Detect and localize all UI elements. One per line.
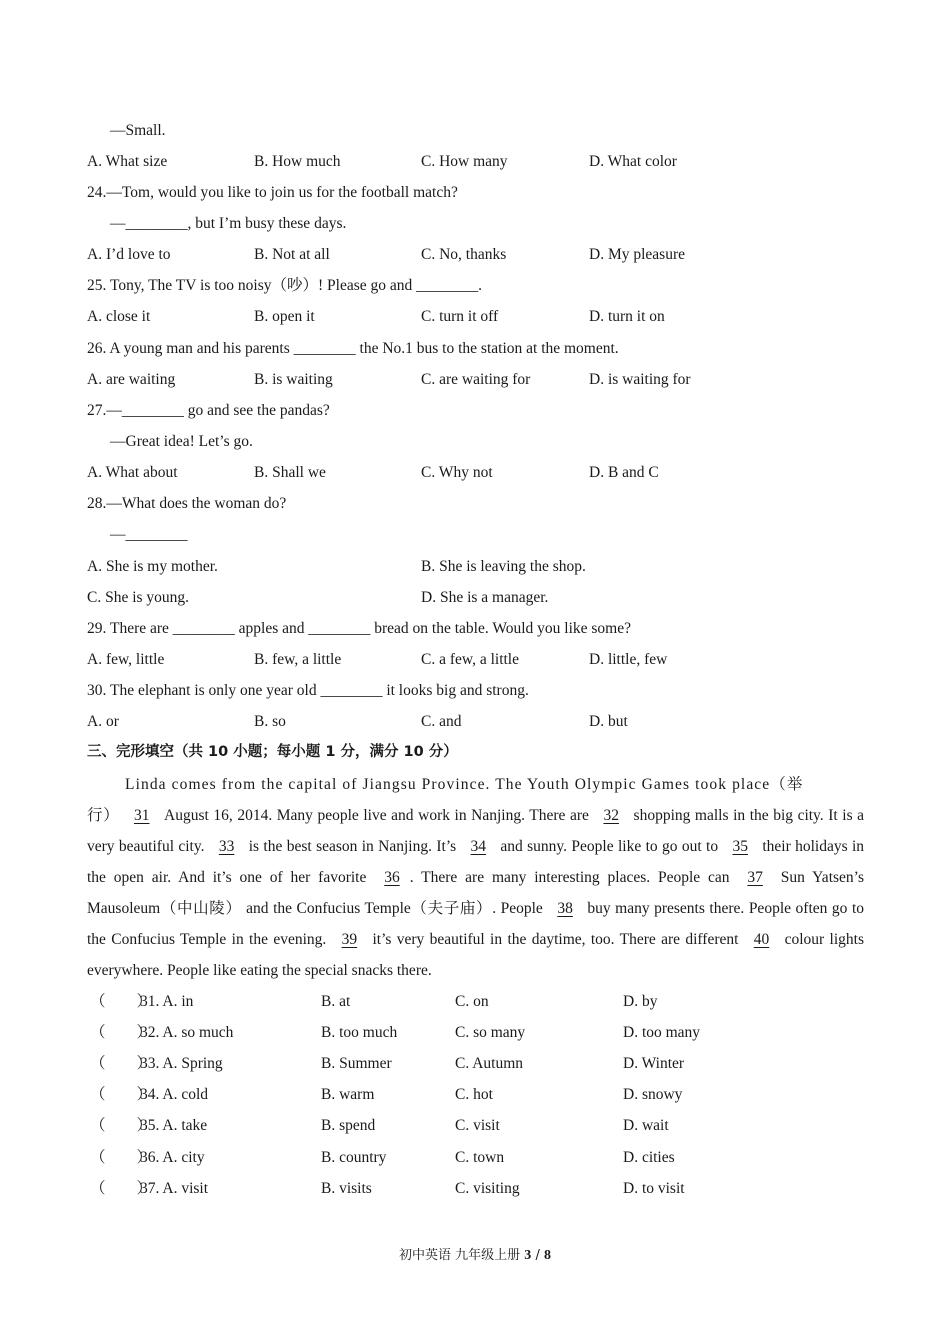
cloze-option-c: C. so many [455, 1024, 526, 1041]
answer-paren: （ ） [90, 1180, 153, 1197]
cloze-option-c: C. visiting [455, 1180, 520, 1197]
cloze-option-b: B. visits [321, 1180, 372, 1197]
q24-option-c: C. No, thanks [421, 246, 507, 263]
cloze-blank-40: 40 [753, 931, 770, 948]
q25-question: 25. Tony, The TV is too noisy（吵）! Please go and ________. [87, 277, 483, 294]
q23-option-a: A. What size [87, 153, 168, 170]
cloze-question-31 [90, 986, 790, 1017]
q30-question: 30. The elephant is only one year old ________ it looks big and strong. [87, 682, 529, 699]
answer-paren: （ ） [90, 1024, 153, 1041]
cloze-option-c: C. Autumn [455, 1055, 524, 1072]
q29-option-c: C. a few, a little [421, 651, 519, 668]
q24-option-b: B. Not at all [254, 246, 330, 263]
q29-option-a: A. few, little [87, 651, 165, 668]
cloze-passage [87, 769, 864, 986]
q25-option-b: B. open it [254, 308, 315, 325]
cloze-option-d: D. wait [623, 1117, 669, 1134]
q28-options-row1 [87, 551, 847, 582]
q24-question: 24.—Tom, would you like to join us for the football match? [87, 184, 458, 201]
q30-option-b: B. so [254, 713, 286, 730]
q26-option-d: D. is waiting for [589, 371, 691, 388]
cloze-blank-31: 31 [133, 807, 150, 824]
cloze-blank-34: 34 [470, 838, 487, 855]
cloze-option-a: 35. A. take [140, 1117, 208, 1134]
cloze-question-37 [90, 1173, 790, 1204]
q27-option-b: B. Shall we [254, 464, 326, 481]
cloze-question-32 [90, 1017, 790, 1048]
passage-text: is the best season in Nanjing. It’s [248, 838, 457, 855]
passage-text: and sunny. People like to go out to [500, 838, 719, 855]
passage-text: colour lights everywhere. People like eating the special snacks there. [87, 931, 864, 979]
q28-option-a: A. She is my mother. [87, 558, 218, 575]
q24-option-d: D. My pleasure [589, 246, 685, 263]
cloze-option-b: B. warm [321, 1086, 375, 1103]
cloze-question-33 [90, 1048, 790, 1079]
q27-option-a: A. What about [87, 464, 178, 481]
answer-paren: （ ） [90, 1055, 153, 1072]
q29-options [87, 644, 847, 675]
q26-option-a: A. are waiting [87, 371, 176, 388]
q23-option-d: D. What color [589, 153, 677, 170]
answer-paren: （ ） [90, 1149, 153, 1166]
cloze-option-c: C. town [455, 1149, 505, 1166]
cloze-option-c: C. visit [455, 1117, 500, 1134]
q27-option-d: D. B and C [589, 464, 659, 481]
q30-option-c: C. and [421, 713, 462, 730]
cloze-blank-35: 35 [732, 838, 748, 855]
q25-options [87, 301, 847, 332]
q30-options [87, 706, 847, 737]
cloze-blank-36: 36 [384, 869, 400, 886]
passage-text: shopping malls in the big city. It is a very beautiful city. [87, 807, 865, 855]
q25-option-d: D. turn it on [589, 308, 665, 325]
q30-option-d: D. but [589, 713, 628, 730]
cloze-option-a: 31. A. in [140, 993, 194, 1010]
q28-answer: —________ [110, 526, 188, 543]
page-number: 3 [524, 1248, 532, 1263]
answer-paren: （ ） [90, 1117, 153, 1134]
cloze-blank-32: 32 [603, 807, 619, 824]
passage-text: it’s very beautiful in the daytime, too. There are different [372, 931, 739, 948]
q24-options [87, 239, 847, 270]
cloze-option-c: C. hot [455, 1086, 493, 1103]
q27-answer: —Great idea! Let’s go. [110, 433, 253, 450]
passage-text: 行） [87, 807, 120, 824]
cloze-option-a: 33. A. Spring [140, 1055, 223, 1072]
cloze-blank-33: 33 [218, 838, 235, 855]
q26-options [87, 364, 847, 395]
q23-answer: —Small. [110, 122, 166, 139]
q30-option-a: A. or [87, 713, 119, 730]
cloze-option-d: D. to visit [623, 1180, 685, 1197]
cloze-option-b: B. at [321, 993, 351, 1010]
q28-option-b: B. She is leaving the shop. [421, 558, 586, 575]
answer-paren: （ ） [90, 1086, 153, 1103]
q25-option-c: C. turn it off [421, 308, 499, 325]
q26-option-b: B. is waiting [254, 371, 333, 388]
cloze-option-b: B. too much [321, 1024, 398, 1041]
cloze-blank-37: 37 [747, 869, 763, 886]
section3-heading: 三、完形填空（共 10 小题；每小题 1 分，满分 10 分） [87, 744, 458, 760]
q24-answer: —________, but I’m busy these days. [110, 215, 347, 232]
q29-question: 29. There are ________ apples and ________ bread on the table. Would you like some? [87, 620, 631, 637]
q27-question: 27.—________ go and see the pandas? [87, 402, 330, 419]
q23-option-b: B. How much [254, 153, 341, 170]
cloze-option-a: 32. A. so much [140, 1024, 234, 1041]
q25-option-a: A. close it [87, 308, 151, 325]
cloze-question-34 [90, 1079, 790, 1110]
page-separator: / [535, 1248, 540, 1263]
q29-option-b: B. few, a little [254, 651, 342, 668]
cloze-option-d: D. cities [623, 1149, 675, 1166]
cloze-option-a: 34. A. cold [140, 1086, 209, 1103]
q28-options-row2 [87, 582, 847, 613]
cloze-option-c: C. on [455, 993, 489, 1010]
passage-text: Sun Yatsen’s Mausoleum（中山陵） and the Confucius Temple（夫子庙）. People [87, 869, 864, 917]
q28-option-c: C. She is young. [87, 589, 190, 606]
cloze-option-b: B. Summer [321, 1055, 392, 1072]
passage-text: Linda comes from the capital of Jiangsu Province. The Youth Olympic Games took place（举 [125, 776, 804, 793]
passage-text: their holidays in the open air. And it’s one of her favorite [87, 838, 865, 886]
q26-option-c: C. are waiting for [421, 371, 531, 388]
footer-label: 初中英语 九年级上册 [399, 1248, 521, 1263]
cloze-option-b: B. country [321, 1149, 387, 1166]
q27-option-c: C. Why not [421, 464, 493, 481]
q24-option-a: A. I’d love to [87, 246, 171, 263]
cloze-blank-38: 38 [557, 900, 573, 917]
passage-text: buy many presents there. People often go to the Confucius Temple in the evening. [87, 900, 864, 948]
passage-text: . There are many interesting places. People can [409, 869, 730, 886]
cloze-option-d: D. by [623, 993, 658, 1010]
q26-question: 26. A young man and his parents ________ the No.1 bus to the station at the moment. [87, 340, 619, 357]
cloze-question-36 [90, 1142, 790, 1173]
cloze-option-b: B. spend [321, 1117, 376, 1134]
q28-option-d: D. She is a manager. [421, 589, 549, 606]
cloze-option-d: D. too many [623, 1024, 701, 1041]
cloze-option-d: D. snowy [623, 1086, 683, 1103]
cloze-option-a: 36. A. city [140, 1149, 205, 1166]
q23-option-c: C. How many [421, 153, 508, 170]
q29-option-d: D. little, few [589, 651, 668, 668]
cloze-option-a: 37. A. visit [140, 1180, 209, 1197]
cloze-option-d: D. Winter [623, 1055, 685, 1072]
passage-text: August 16, 2014. Many people live and work in Nanjing. There are [164, 807, 589, 824]
q23-options [87, 146, 847, 177]
page-total: 8 [543, 1248, 551, 1263]
answer-paren: （ ） [90, 993, 153, 1010]
q28-question: 28.—What does the woman do? [87, 495, 287, 512]
q27-options [87, 457, 847, 488]
cloze-question-35 [90, 1110, 790, 1141]
page-footer [0, 1244, 950, 1264]
cloze-blank-39: 39 [341, 931, 358, 948]
